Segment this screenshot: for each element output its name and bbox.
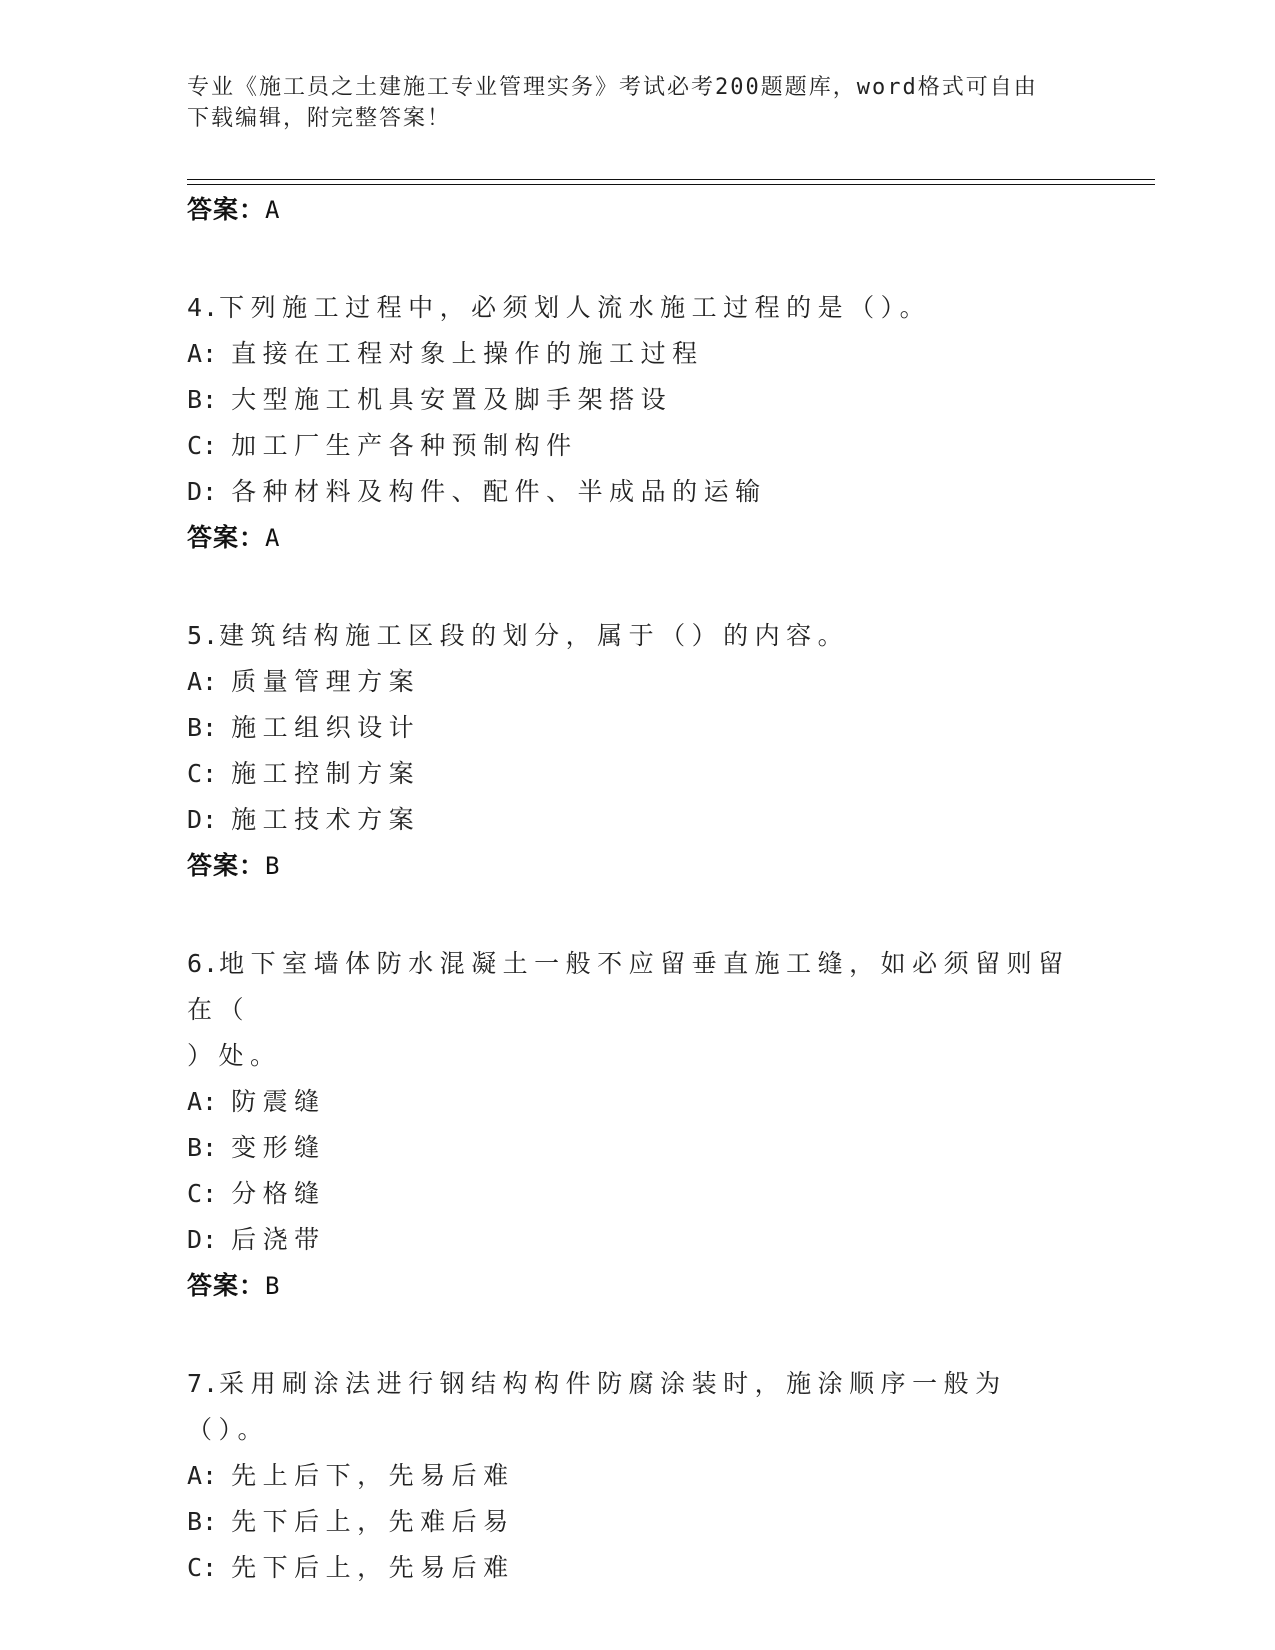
answer-label: 答案： <box>187 1271 266 1300</box>
question-stem <box>187 285 1087 331</box>
option-c <box>187 1545 1087 1591</box>
question-number: 7. <box>187 1369 220 1398</box>
option-text: 先下后上，先易后难 <box>231 1553 515 1582</box>
option-text: 直接在工程对象上操作的施工过程 <box>231 339 704 368</box>
answer-value: A <box>265 196 281 224</box>
question-stem <box>187 613 1087 659</box>
option-text: 加工厂生产各种预制构件 <box>231 431 578 460</box>
option-text: 先上后下，先易后难 <box>231 1461 515 1490</box>
question-text: 下列施工过程中，必须划人流水施工过程的是（）。 <box>219 293 932 322</box>
header-divider-bottom <box>187 184 1155 185</box>
option-key: C: <box>187 759 218 788</box>
option-key: C: <box>187 1179 218 1208</box>
option-a <box>187 331 1087 377</box>
option-key: D: <box>187 805 218 834</box>
option-text: 防震缝 <box>231 1087 326 1116</box>
answer-line <box>187 843 1087 889</box>
option-d <box>187 797 1087 843</box>
option-text: 施工组织设计 <box>231 713 421 742</box>
option-a <box>187 1079 1087 1125</box>
question-stem-continuation: ）处。 <box>187 1041 282 1070</box>
answer-label: 答案： <box>187 851 266 880</box>
question-number: 5. <box>187 621 220 650</box>
option-key: A: <box>187 1461 218 1490</box>
option-a <box>187 1453 1087 1499</box>
option-key: A: <box>187 339 218 368</box>
question-item <box>187 285 1087 561</box>
question-item <box>187 613 1087 889</box>
option-d <box>187 1217 1087 1263</box>
option-b <box>187 705 1087 751</box>
option-key: B: <box>187 1507 218 1536</box>
question-stem <box>187 941 1087 1033</box>
document-header <box>187 72 1067 134</box>
option-text: 后浇带 <box>231 1225 326 1254</box>
answer-label: 答案： <box>187 523 266 552</box>
answer-value: B <box>265 852 281 880</box>
option-text: 分格缝 <box>231 1179 326 1208</box>
option-key: D: <box>187 477 218 506</box>
option-key: C: <box>187 431 218 460</box>
option-text: 施工控制方案 <box>231 759 421 788</box>
question-number: 4. <box>187 293 220 322</box>
option-key: B: <box>187 713 218 742</box>
option-text: 质量管理方案 <box>231 667 421 696</box>
question-list <box>187 187 1087 1591</box>
answer-line <box>187 187 1087 233</box>
option-key: C: <box>187 1553 218 1582</box>
option-text: 大型施工机具安置及脚手架搭设 <box>231 385 673 414</box>
answer-line <box>187 1263 1087 1309</box>
question-text: 采用刷涂法进行钢结构构件防腐涂装时，施涂顺序一般为（）。 <box>187 1369 1007 1444</box>
answer-value: B <box>265 1272 281 1300</box>
answer-line <box>187 515 1087 561</box>
question-number: 6. <box>187 949 220 978</box>
option-c <box>187 423 1087 469</box>
question-item <box>187 941 1087 1309</box>
header-line-2: 下载编辑，附完整答案！ <box>187 106 452 131</box>
option-d <box>187 469 1087 515</box>
answer-label: 答案： <box>187 195 266 224</box>
answer-value: A <box>265 524 281 552</box>
option-key: A: <box>187 667 218 696</box>
option-text: 先下后上，先难后易 <box>231 1507 515 1536</box>
header-line-1: 专业《施工员之土建施工专业管理实务》考试必考200题题库，word格式可自由 <box>187 75 1038 100</box>
question-text: 建筑结构施工区段的划分，属于（）的内容。 <box>219 621 850 650</box>
option-text: 变形缝 <box>231 1133 326 1162</box>
option-key: B: <box>187 1133 218 1162</box>
question-item <box>187 1361 1087 1591</box>
option-a <box>187 659 1087 705</box>
option-key: D: <box>187 1225 218 1254</box>
option-b <box>187 1499 1087 1545</box>
option-key: B: <box>187 385 218 414</box>
option-text: 各种材料及构件、配件、半成品的运输 <box>231 477 767 506</box>
question-text: 地下室墙体防水混凝土一般不应留垂直施工缝，如必须留则留在（ <box>187 949 1070 1024</box>
option-c <box>187 1171 1087 1217</box>
option-b <box>187 1125 1087 1171</box>
header-divider-top <box>187 179 1155 180</box>
option-b <box>187 377 1087 423</box>
option-c <box>187 751 1087 797</box>
question-stem <box>187 1361 1087 1453</box>
option-key: A: <box>187 1087 218 1116</box>
option-text: 施工技术方案 <box>231 805 421 834</box>
